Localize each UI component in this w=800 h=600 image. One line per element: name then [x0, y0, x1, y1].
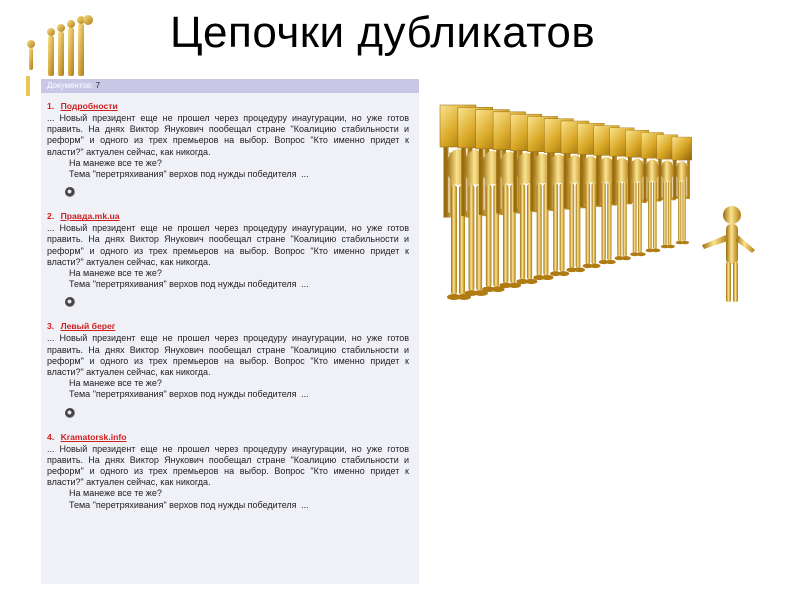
doc-more[interactable]: ... — [301, 499, 309, 510]
eye-icon[interactable] — [65, 297, 75, 307]
panel-header — [41, 79, 419, 93]
doc-snippet: ... Новый президент еще не прошел через процедуру инаугурации, но уже готов править. На днях Виктор Янукович пообещал стране "Коалицию стабильности и реформ" и одного из трех премьеров на выбор. Вопрос "Кто именно придет к власти?" актуален сейчас, как никогда. — [47, 333, 409, 378]
doc-more[interactable]: ... — [301, 279, 309, 290]
duplicates-panel — [41, 79, 419, 584]
documents-count: 7 — [95, 81, 101, 90]
doc-number: 2. — [47, 211, 55, 222]
doc-line-text: Тема "перетряхивания" верхов под нужды победителя — [69, 279, 297, 290]
golden-figure — [672, 137, 692, 244]
doc-source-link[interactable]: Kramatorsk.info — [60, 431, 127, 442]
doc-number: 4. — [47, 431, 55, 442]
pointing-figure — [702, 206, 755, 302]
doc-number: 3. — [47, 321, 55, 332]
doc-line-text: Тема "перетряхивания" верхов под нужды победителя — [69, 169, 297, 180]
eye-icon[interactable] — [65, 187, 75, 197]
list-item — [41, 424, 419, 511]
list-item — [41, 93, 419, 197]
doc-subheading: На манеже все те же? — [69, 268, 162, 279]
doc-subheading: На манеже все те же? — [69, 378, 162, 389]
duplicate-figures-illustration — [430, 95, 775, 380]
doc-source-link[interactable]: Правда.mk.ua — [60, 211, 120, 222]
eye-icon[interactable] — [65, 408, 75, 418]
doc-snippet: ... Новый президент еще не прошел через процедуру инаугурации, но уже готов править. На днях Виктор Янукович пообещал стране "Коалицию стабильности и реформ" и одного из трех премьеров на выбор. Вопрос "Кто именно придет к власти?" актуален сейчас, как никогда. — [47, 113, 409, 157]
doc-source-link[interactable]: Левый берег — [60, 321, 116, 332]
doc-number: 1. — [47, 101, 55, 111]
doc-subheading: На манеже все те же? — [69, 157, 162, 168]
doc-source-link[interactable]: Подробности — [60, 101, 118, 111]
doc-line — [47, 169, 409, 180]
list-item — [41, 313, 419, 417]
doc-line — [47, 500, 409, 511]
slide-title: Цепочки дубликатов — [170, 8, 596, 57]
doc-subheading: На манеже все те же? — [69, 488, 162, 499]
documents-count-label: Документов: — [47, 81, 94, 90]
doc-snippet: ... Новый президент еще не прошел через процедуру инаугурации, но уже готов править. На днях Виктор Янукович пообещал стране "Коалицию стабильности и реформ" и одного из трех премьеров на выбор. Вопрос "Кто именно придет к власти?" актуален сейчас, как никогда. — [47, 223, 409, 267]
list-item — [41, 203, 419, 307]
doc-line — [47, 279, 409, 290]
doc-line-text: Тема "перетряхивания" верхов под нужды победителя — [69, 389, 297, 400]
doc-snippet: ... Новый президент еще не прошел через процедуру инаугурации, но уже готов править. На днях Виктор Янукович пообещал стране "Коалицию стабильности и реформ" и одного из трех премьеров на выбор. Вопрос "Кто именно придет к власти?" актуален сейчас, как никогда. — [47, 443, 409, 488]
doc-line — [47, 389, 409, 400]
doc-line-text: Тема "перетряхивания" верхов под нужды победителя — [69, 499, 297, 510]
doc-more[interactable]: ... — [301, 169, 309, 180]
doc-more[interactable]: ... — [301, 389, 309, 400]
